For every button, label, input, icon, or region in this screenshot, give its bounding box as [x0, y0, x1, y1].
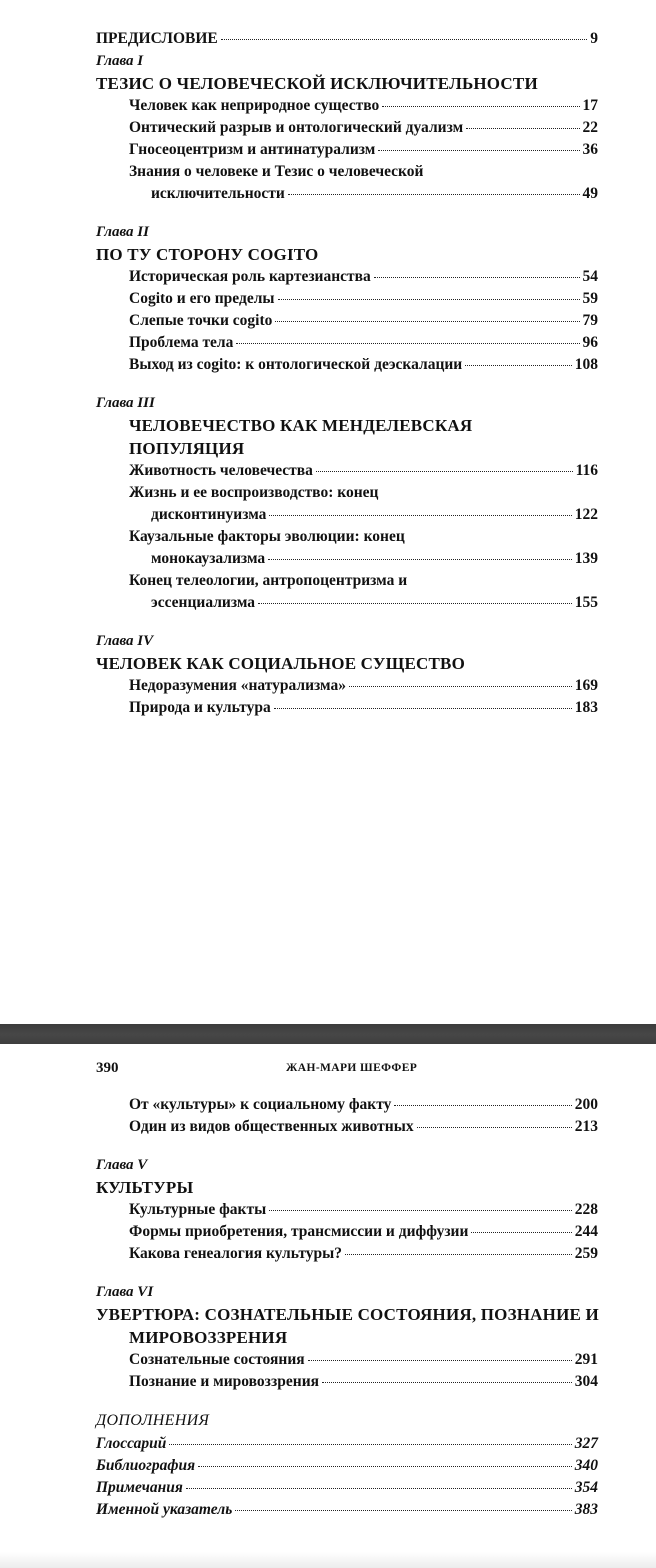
page-number: 59: [582, 290, 598, 307]
page-number: 291: [574, 1351, 598, 1368]
entry-title: Культурные факты: [129, 1201, 267, 1218]
entry-title-line1: Каузальные факторы эволюции: конец: [129, 528, 405, 545]
dot-leader: [308, 1360, 572, 1361]
toc-entry[interactable]: [129, 1371, 598, 1393]
dot-leader: [471, 1232, 571, 1233]
dot-leader: [378, 150, 579, 151]
chapter-label: Глава V: [96, 1157, 148, 1173]
toc-entry[interactable]: [129, 288, 598, 310]
toc-entry[interactable]: [129, 1199, 598, 1221]
folio: 390: [96, 1060, 119, 1076]
toc-entry[interactable]: [129, 95, 598, 117]
entry-title: Онтический разрыв и онтологический дуализм: [129, 119, 464, 136]
page-number: 22: [582, 119, 598, 136]
dot-leader: [198, 1466, 572, 1467]
entry-title: Формы приобретения, трансмиссии и диффузии: [129, 1223, 469, 1240]
entry-title: ПРЕДИСЛОВИЕ: [96, 30, 218, 47]
table-of-contents: [96, 1094, 598, 1521]
chapter-label: Глава IV: [96, 633, 154, 649]
dot-leader: [316, 471, 573, 472]
dot-leader: [278, 299, 580, 300]
entry-title: Историческая роль картезианства: [129, 268, 371, 285]
toc-entry-multiline[interactable]: [129, 482, 598, 526]
page-number: 155: [574, 594, 598, 611]
toc-entry-multiline[interactable]: [129, 570, 598, 614]
chapter-title: ТЕЗИС О ЧЕЛОВЕЧЕСКОЙ ИСКЛЮЧИТЕЛЬНОСТИ: [96, 74, 538, 93]
entry-title-line1: Знания о человеке и Тезис о человеческой: [129, 163, 424, 180]
toc-entry-multiline[interactable]: [129, 526, 598, 570]
appendix-heading: ДОПОЛНЕНИЯ: [96, 1412, 210, 1429]
toc-entry[interactable]: [129, 1349, 598, 1371]
entry-title-line1: Конец телеологии, антропоцентризма и: [129, 572, 408, 589]
page-number: 108: [574, 356, 598, 373]
toc-entry[interactable]: [129, 117, 598, 139]
entry-title: Человек как неприродное существо: [129, 97, 380, 114]
toc-entry[interactable]: [129, 1221, 598, 1243]
page-number: 169: [574, 677, 598, 694]
dot-leader: [169, 1444, 571, 1445]
dot-leader: [269, 1210, 572, 1211]
dot-leader: [235, 1510, 571, 1511]
dot-leader: [268, 559, 572, 560]
entry-title: Животность человечества: [129, 462, 313, 479]
dot-leader: [236, 343, 579, 344]
toc-entry[interactable]: [129, 310, 598, 332]
chapter-title: ЧЕЛОВЕЧЕСТВО КАК МЕНДЕЛЕВСКАЯ ПОПУЛЯЦИЯ: [129, 416, 473, 458]
entry-title-line2: эссенциализма: [151, 594, 256, 611]
running-header: [96, 1060, 598, 1084]
page-number: 327: [574, 1435, 598, 1452]
entry-title: От «культуры» к социальному факту: [129, 1096, 392, 1113]
toc-entry[interactable]: [129, 1094, 598, 1116]
dot-leader: [417, 1127, 572, 1128]
toc-entry[interactable]: [96, 1477, 598, 1499]
entry-title: Сознательные состояния: [129, 1351, 305, 1368]
entry-title: Примечания: [96, 1479, 183, 1496]
page-number: 96: [582, 334, 598, 351]
entry-title: Природа и культура: [129, 699, 271, 716]
chapter-title: УВЕРТЮРА: СОЗНАТЕЛЬНЫЕ СОСТОЯНИЯ, ПОЗНАНИЕ И МИРОВОЗЗРЕНИЯ: [96, 1305, 599, 1347]
page-number: 259: [574, 1245, 598, 1262]
page-number: 200: [574, 1096, 598, 1113]
page-number: 213: [574, 1118, 598, 1135]
entry-title: Какова генеалогия культуры?: [129, 1245, 342, 1262]
page-number: 228: [574, 1201, 598, 1218]
entry-title-line1: Жизнь и ее воспроизводство: конец: [129, 484, 379, 501]
table-of-contents: [96, 28, 598, 719]
entry-title: Именной указатель: [96, 1501, 233, 1518]
dot-leader: [382, 106, 579, 107]
page-number: 17: [582, 97, 598, 114]
entry-title: Гносеоцентризм и антинатурализм: [129, 141, 376, 158]
dot-leader: [394, 1105, 571, 1106]
dot-leader: [465, 365, 572, 366]
bottom-edge: [0, 1552, 656, 1568]
dot-leader: [349, 686, 572, 687]
page-number: 79: [582, 312, 598, 329]
dot-leader: [221, 39, 588, 40]
toc-page-2: [0, 1044, 656, 1568]
toc-entry[interactable]: [129, 460, 598, 482]
chapter-label: Глава III: [96, 395, 155, 411]
dot-leader: [288, 194, 580, 195]
page-number: 304: [574, 1373, 598, 1390]
entry-title: Познание и мировоззрения: [129, 1373, 320, 1390]
toc-entry[interactable]: [129, 697, 598, 719]
chapter-label: Глава VI: [96, 1284, 154, 1300]
entry-title-line2: исключительности: [151, 185, 285, 202]
running-head: ЖАН-МАРИ ШЕФФЕР: [286, 1062, 418, 1074]
entry-title: Проблема тела: [129, 334, 234, 351]
toc-entry[interactable]: [96, 1499, 598, 1521]
toc-entry[interactable]: [129, 675, 598, 697]
entry-title: Cogito и его пределы: [129, 290, 275, 307]
toc-entry[interactable]: [96, 1433, 598, 1455]
chapter-label: Глава II: [96, 224, 149, 240]
toc-entry[interactable]: [129, 332, 598, 354]
toc-entry[interactable]: [96, 1455, 598, 1477]
chapter-title: КУЛЬТУРЫ: [96, 1178, 194, 1197]
entry-title: Недоразумения «натурализма»: [129, 677, 346, 694]
page-number: 340: [574, 1457, 598, 1474]
page-number: 139: [574, 550, 598, 567]
page-number: 54: [582, 268, 598, 285]
chapter-title: ЧЕЛОВЕК КАК СОЦИАЛЬНОЕ СУЩЕСТВО: [96, 654, 465, 673]
page-number: 183: [574, 699, 598, 716]
toc-entry[interactable]: [129, 1243, 598, 1265]
dot-leader: [345, 1254, 572, 1255]
dot-leader: [275, 321, 579, 322]
page-number: 9: [590, 30, 598, 47]
entry-title: Слепые точки cogito: [129, 312, 273, 329]
page-number: 36: [582, 141, 598, 158]
dot-leader: [466, 128, 579, 129]
chapter-label: Глава I: [96, 53, 144, 69]
page-number: 116: [575, 462, 598, 479]
entry-title: Библиография: [96, 1457, 196, 1474]
page-number: 354: [574, 1479, 598, 1496]
toc-entry[interactable]: [129, 266, 598, 288]
page-number: 49: [582, 185, 598, 202]
entry-title: Один из видов общественных животных: [129, 1118, 414, 1135]
page-divider: [0, 1024, 656, 1044]
entry-title: Глоссарий: [96, 1435, 167, 1452]
entry-title-line2: монокаузализма: [151, 550, 266, 567]
toc-entry[interactable]: [129, 1116, 598, 1138]
page-number: 383: [574, 1501, 598, 1518]
dot-leader: [374, 277, 580, 278]
toc-entry-multiline[interactable]: [129, 161, 598, 205]
dot-leader: [186, 1488, 572, 1489]
entry-title: Выход из cogito: к онтологической деэскалации: [129, 356, 463, 373]
dot-leader: [269, 515, 571, 516]
page-number: 244: [574, 1223, 598, 1240]
toc-entry[interactable]: [129, 139, 598, 161]
toc-entry-preface[interactable]: [96, 28, 598, 50]
chapter-title: ПО ТУ СТОРОНУ COGITO: [96, 245, 319, 264]
entry-title-line2: дисконтинуизма: [151, 506, 267, 523]
dot-leader: [258, 603, 572, 604]
page-number: 122: [574, 506, 598, 523]
dot-leader: [322, 1382, 572, 1383]
toc-entry[interactable]: [129, 354, 598, 376]
dot-leader: [274, 708, 572, 709]
